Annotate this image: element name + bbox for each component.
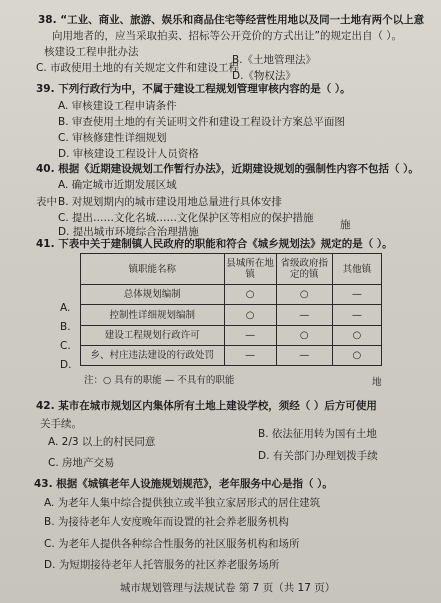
q39-option-c: C. 审核修建性详细规划 xyxy=(58,132,167,144)
q41-row-c-c2: ○ xyxy=(276,325,332,345)
q41-row-a-c1: ○ xyxy=(224,285,276,305)
q42-stem-tail: 关手续。 xyxy=(40,418,82,430)
q40-side-note: 表中 xyxy=(36,196,57,208)
q41-row-d-c1: — xyxy=(224,345,276,365)
q40-stem: 40. 根据《近期建设规划工作暂行办法》，近期建设规划的强制性内容不包括（ ）。 xyxy=(36,163,419,175)
q41-row-a-c2: ○ xyxy=(276,285,332,305)
q38-line3: C. 市政使用土地的有关规定文件和建设工程 xyxy=(36,62,240,74)
q41-stem: 41. 下表中关于建制镇人民政府的职能和符合《城乡规划法》规定的是（ ）。 xyxy=(36,238,393,250)
q41-row-d-c2: — xyxy=(276,345,332,365)
q41-row-a-name: 总体规划编制 xyxy=(81,285,225,305)
q38-option-a: 核建设工程申批办法 xyxy=(44,46,139,58)
table-row xyxy=(81,325,382,345)
table-row xyxy=(81,345,382,365)
q39-option-a: A. 审核建设工程申请条件 xyxy=(58,100,177,112)
q39-option-d: D. 审核建设工程设计人员资格 xyxy=(58,148,199,160)
q42-stem: 42. 某市在城市规划区内集体所有土地上建设学校，须经（ ）后方可使用 xyxy=(36,400,377,412)
q38-option-b: B.《土地管理法》 xyxy=(232,54,317,66)
page-footer: 城市规划管理与法规试卷 第 7 页（共 17 页） xyxy=(120,582,336,594)
q43-option-b: B. 为接待老年人安度晚年而设置的社会养老服务机构 xyxy=(44,516,289,528)
q42-option-c: C. 房地产交易 xyxy=(48,457,115,469)
q41-label-d: D. xyxy=(60,359,72,371)
q41-note-tail: 地 xyxy=(372,377,382,388)
q41-row-c-c3: ○ xyxy=(332,325,381,345)
q40-option-d: D. 提出城市环境综合治理措施 xyxy=(58,226,199,238)
q39-stem: 39. 下列行政行为中，不属于建设工程规划管理审核内容的是（ ）。 xyxy=(36,83,351,95)
q41-table-header xyxy=(81,254,382,285)
q41-note: 注：○ 具有的职能 — 不具有的职能 xyxy=(84,375,235,386)
q41-header-county: 县城所在地镇 xyxy=(224,254,276,285)
q41-header-name: 镇职能名称 xyxy=(81,254,225,285)
q41-row-a-c3: — xyxy=(332,285,381,305)
q41-header-other: 其他镇 xyxy=(332,254,381,285)
q41-label-b: B. xyxy=(60,321,71,333)
q41-row-b-c2: — xyxy=(276,305,332,325)
q43-option-c: C. 为老年人提供各种综合性服务的社区服务机构和场所 xyxy=(44,538,300,550)
q38-line2: 向用地者的，应当采取拍卖、招标等公开竞价的方式出让”的规定出自（ ）。 xyxy=(52,30,403,42)
q41-row-d-c3: ○ xyxy=(332,345,381,365)
q38-option-d: D.《物权法》 xyxy=(232,70,296,82)
table-row xyxy=(81,285,382,305)
table-row xyxy=(81,305,382,325)
q41-header-province: 省级政府指定的镇 xyxy=(276,254,332,285)
q38-line1: 38. “工业、商业、旅游、娱乐和商品住宅等经营性用地以及同一土地有两个以上意 xyxy=(38,14,425,26)
q41-table xyxy=(80,253,382,366)
q43-stem: 43. 根据《城镇老年人设施规划规范》，老年服务中心是指（ ）。 xyxy=(34,478,333,490)
q42-option-d: D. 有关部门办理划拨手续 xyxy=(258,450,378,462)
q41-row-b-c1: ○ xyxy=(224,305,276,325)
q41-label-c: C. xyxy=(60,340,71,352)
q41-row-c-c1: — xyxy=(224,325,276,345)
q41-row-b-c3: — xyxy=(332,305,381,325)
q40-option-a: A. 确定城市近期发展区域 xyxy=(58,179,177,191)
q41-row-b-name: 控制性详细规划编制 xyxy=(81,305,225,325)
q41-row-d-name: 乡、村庄违法建设的行政处罚 xyxy=(81,345,225,365)
q43-option-a: A. 为老年人集中综合提供独立或半独立家居形式的居住建筑 xyxy=(44,497,321,509)
q42-option-a: A. 2/3 以上的村民同意 xyxy=(48,436,156,448)
q40-side-note-2: 施 xyxy=(340,219,351,231)
q40-option-c: C. 提出……文化名城……文化保护区等相应的保护措施 xyxy=(58,212,314,224)
q41-label-a: A. xyxy=(60,302,71,314)
q42-option-b: B. 依法征用转为国有土地 xyxy=(258,428,377,440)
q41-row-c-name: 建设工程规划行政许可 xyxy=(81,325,225,345)
q43-option-d: D. 为短期接待老年人托管服务的社区养老服务场所 xyxy=(44,559,280,571)
q39-option-b: B. 审查使用土地的有关证明文件和建设工程设计方案总平面图 xyxy=(58,116,345,128)
q40-option-b: B. 对规划期内的城市建设用地总量进行具体安排 xyxy=(58,196,282,208)
